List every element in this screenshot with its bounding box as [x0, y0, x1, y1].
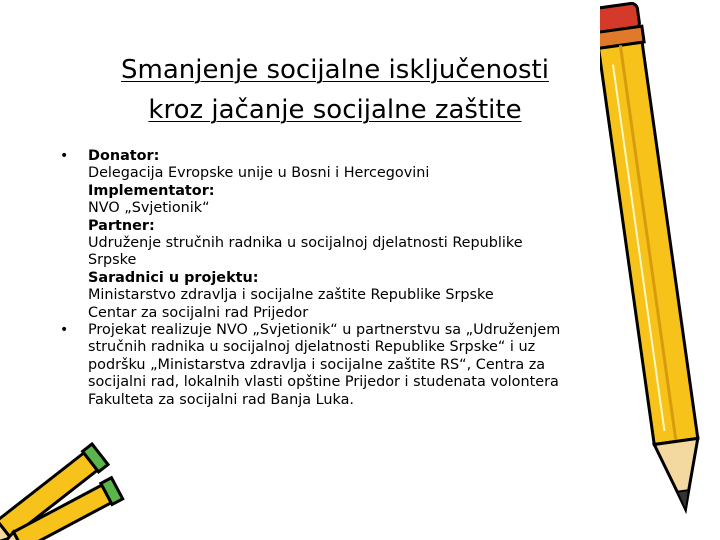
- bullet-marker: •: [60, 148, 69, 164]
- title-line-2: kroz jačanje socijalne zaštite: [148, 95, 522, 125]
- project-text-line-3: podršku „Ministarstva zdravlja i socijalne zaštite RS“, Centra za: [88, 356, 546, 373]
- project-text-line-1: Projekat realizuje NVO „Svjetionik“ u partnerstvu sa „Udruženjem: [88, 322, 561, 339]
- page-title: [55, 50, 615, 130]
- pencil-icon-top-right: [600, 0, 715, 540]
- label-implementator: Implementator:: [88, 182, 215, 199]
- partner-value-line-1: Udruženje stručnih radnika u socijalnoj djelatnosti Republike: [88, 235, 523, 252]
- project-text-line-2: stručnih radnika u socijalnoj djelatnosti Republike Srpske“ i uz: [88, 339, 536, 356]
- label-partner: Partner:: [88, 217, 155, 234]
- body-text: [60, 148, 660, 409]
- bullet-item-1: [60, 148, 660, 322]
- saradnici-value-1: Ministarstvo zdravlja i socijalne zaštite Republike Srpske: [88, 287, 494, 304]
- project-text-line-4: socijalni rad, lokalnih vlasti opštine Prijedor i studenata volontera: [88, 374, 559, 391]
- donator-value: Delegacija Evropske unije u Bosni i Hercegovini: [88, 165, 430, 182]
- saradnici-value-2: Centar za socijalni rad Prijedor: [88, 304, 309, 321]
- label-saradnici: Saradnici u projektu:: [88, 269, 259, 286]
- implementator-value: NVO „Svjetionik“: [88, 200, 210, 217]
- pencil-icon-bottom-left: [0, 428, 140, 540]
- partner-value-line-2: Srpske: [88, 252, 137, 269]
- bullet-marker: •: [60, 322, 69, 339]
- bullet-item-2: [60, 322, 660, 409]
- label-donator: Donator:: [88, 148, 160, 164]
- project-text-line-5: Fakulteta za socijalni rad Banja Luka.: [88, 391, 354, 408]
- title-line-1: Smanjenje socijalne isključenosti: [121, 55, 549, 85]
